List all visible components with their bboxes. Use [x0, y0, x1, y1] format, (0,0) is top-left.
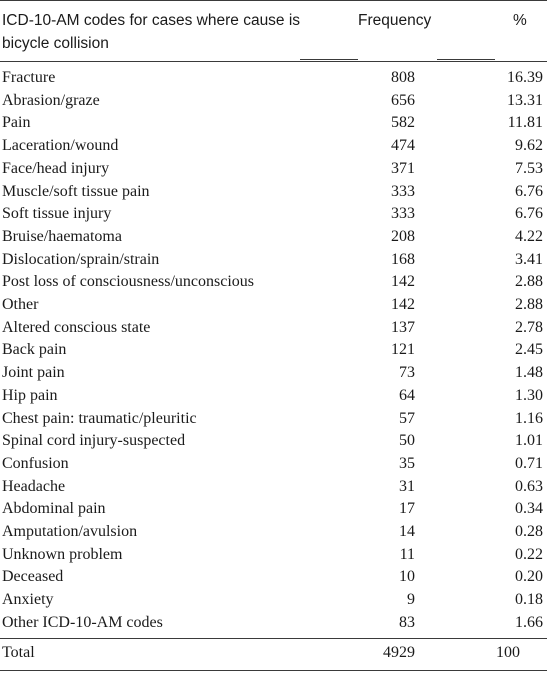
- row-frequency: 137: [391, 318, 415, 336]
- row-percent: 0.22: [515, 545, 543, 563]
- table-row: [0, 135, 547, 158]
- row-name: Other ICD-10-AM codes: [2, 613, 163, 631]
- row-percent: 2.88: [515, 273, 543, 291]
- row-name: Fracture: [2, 69, 56, 86]
- row-name: Altered conscious state: [2, 318, 151, 336]
- row-name: Soft tissue injury: [2, 205, 112, 223]
- row-name: Dislocation/sprain/strain: [2, 250, 160, 268]
- row-frequency: 9: [407, 591, 415, 609]
- row-percent: 0.18: [515, 591, 543, 609]
- row-percent: 0.71: [515, 454, 543, 472]
- row-name: Unknown problem: [2, 545, 123, 563]
- row-percent: 1.16: [515, 409, 543, 427]
- row-percent: 2.88: [515, 296, 543, 313]
- table-row: [0, 158, 547, 181]
- row-frequency: 17: [399, 500, 415, 518]
- row-frequency: 168: [391, 250, 415, 268]
- table-row: [0, 544, 547, 567]
- row-frequency: 582: [391, 114, 415, 132]
- bottom-rule: [0, 670, 547, 671]
- row-frequency: 142: [391, 296, 415, 313]
- row-frequency: 371: [391, 159, 415, 177]
- row-name: Confusion: [2, 454, 69, 472]
- table-row: [0, 226, 547, 249]
- total-percent: 100: [496, 644, 520, 661]
- row-frequency: 656: [391, 91, 415, 109]
- row-name: Laceration/wound: [2, 137, 119, 155]
- row-percent: 11.81: [507, 114, 543, 132]
- row-frequency: 142: [391, 273, 415, 291]
- row-percent: 2.45: [515, 341, 543, 359]
- top-rule: [0, 0, 547, 1]
- percent-subrule: [437, 59, 495, 60]
- table-row: [0, 362, 547, 385]
- row-name: Hip pain: [2, 386, 58, 404]
- table-row: [0, 408, 547, 431]
- row-percent: 6.76: [515, 182, 543, 200]
- row-percent: 0.28: [515, 523, 543, 540]
- table-row: [0, 339, 547, 362]
- row-frequency: 35: [399, 454, 415, 472]
- total-frequency: 4929: [383, 644, 415, 661]
- row-name: Abrasion/graze: [2, 91, 100, 109]
- table-row: [0, 566, 547, 589]
- row-percent: 1.66: [515, 613, 543, 631]
- row-frequency: 57: [399, 409, 415, 427]
- table-row: [0, 430, 547, 453]
- row-frequency: 333: [391, 205, 415, 223]
- row-percent: 4.22: [515, 227, 543, 245]
- table-row: [0, 203, 547, 226]
- table-row: [0, 249, 547, 272]
- row-name: Bruise/haematoma: [2, 227, 122, 245]
- total-row: [0, 642, 547, 664]
- header-frequency: Frequency: [358, 12, 432, 29]
- row-name: Abdominal pain: [2, 500, 106, 518]
- table-row: [0, 385, 547, 408]
- row-frequency: 73: [399, 364, 415, 382]
- row-frequency: 64: [399, 386, 415, 404]
- row-percent: 3.41: [515, 250, 543, 268]
- row-frequency: 208: [391, 227, 415, 245]
- header-cause: ICD-10-AM codes for cases where cause is bicycle collision: [2, 12, 301, 52]
- row-percent: 1.48: [515, 364, 543, 382]
- row-percent: 1.01: [515, 432, 543, 450]
- total-rule: [0, 638, 547, 639]
- row-frequency: 10: [399, 568, 415, 586]
- table-row: [0, 589, 547, 612]
- row-frequency: 14: [399, 523, 415, 540]
- table-row: [0, 90, 547, 113]
- table-row: [0, 612, 547, 635]
- row-name: Other: [2, 296, 39, 313]
- row-frequency: 808: [391, 69, 415, 86]
- row-frequency: 333: [391, 182, 415, 200]
- table-row: [0, 498, 547, 521]
- table-row: [0, 181, 547, 204]
- table-row: [0, 294, 547, 317]
- row-name: Headache: [2, 477, 66, 495]
- total-label: Total: [2, 644, 35, 661]
- table-row: [0, 521, 547, 544]
- row-name: Spinal cord injury-suspected: [2, 432, 186, 450]
- row-name: Deceased: [2, 568, 64, 586]
- row-name: Amputation/avulsion: [2, 523, 138, 540]
- row-frequency: 83: [399, 613, 415, 631]
- row-percent: 0.34: [515, 500, 543, 518]
- row-percent: 13.31: [507, 91, 543, 109]
- row-name: Pain: [2, 114, 31, 132]
- row-name: Chest pain: traumatic/pleuritic: [2, 409, 197, 427]
- frequency-subrule: [300, 59, 358, 60]
- row-name: Joint pain: [2, 364, 65, 382]
- row-frequency: 31: [399, 477, 415, 495]
- row-percent: 6.76: [515, 205, 543, 223]
- row-percent: 0.20: [515, 568, 543, 586]
- row-percent: 2.78: [515, 318, 543, 336]
- table-row: [0, 317, 547, 340]
- row-percent: 9.62: [515, 137, 543, 155]
- row-name: Face/head injury: [2, 159, 110, 177]
- row-percent: 1.30: [515, 386, 543, 404]
- row-frequency: 11: [399, 545, 415, 563]
- table-row: [0, 112, 547, 135]
- row-percent: 16.39: [507, 69, 543, 86]
- row-frequency: 474: [391, 137, 415, 155]
- table-row: [0, 453, 547, 476]
- row-name: Muscle/soft tissue pain: [2, 182, 150, 200]
- row-percent: 0.63: [515, 477, 543, 495]
- row-name: Anxiety: [2, 591, 54, 609]
- table-row: [0, 476, 547, 499]
- row-percent: 7.53: [515, 159, 543, 177]
- header-rule: [0, 61, 547, 62]
- table-row: [0, 67, 547, 90]
- row-name: Back pain: [2, 341, 67, 359]
- row-name: Post loss of consciousness/unconscious: [2, 273, 254, 291]
- row-frequency: 121: [391, 341, 415, 359]
- header-percent: %: [513, 12, 527, 29]
- table-row: [0, 271, 547, 294]
- row-frequency: 50: [399, 432, 415, 450]
